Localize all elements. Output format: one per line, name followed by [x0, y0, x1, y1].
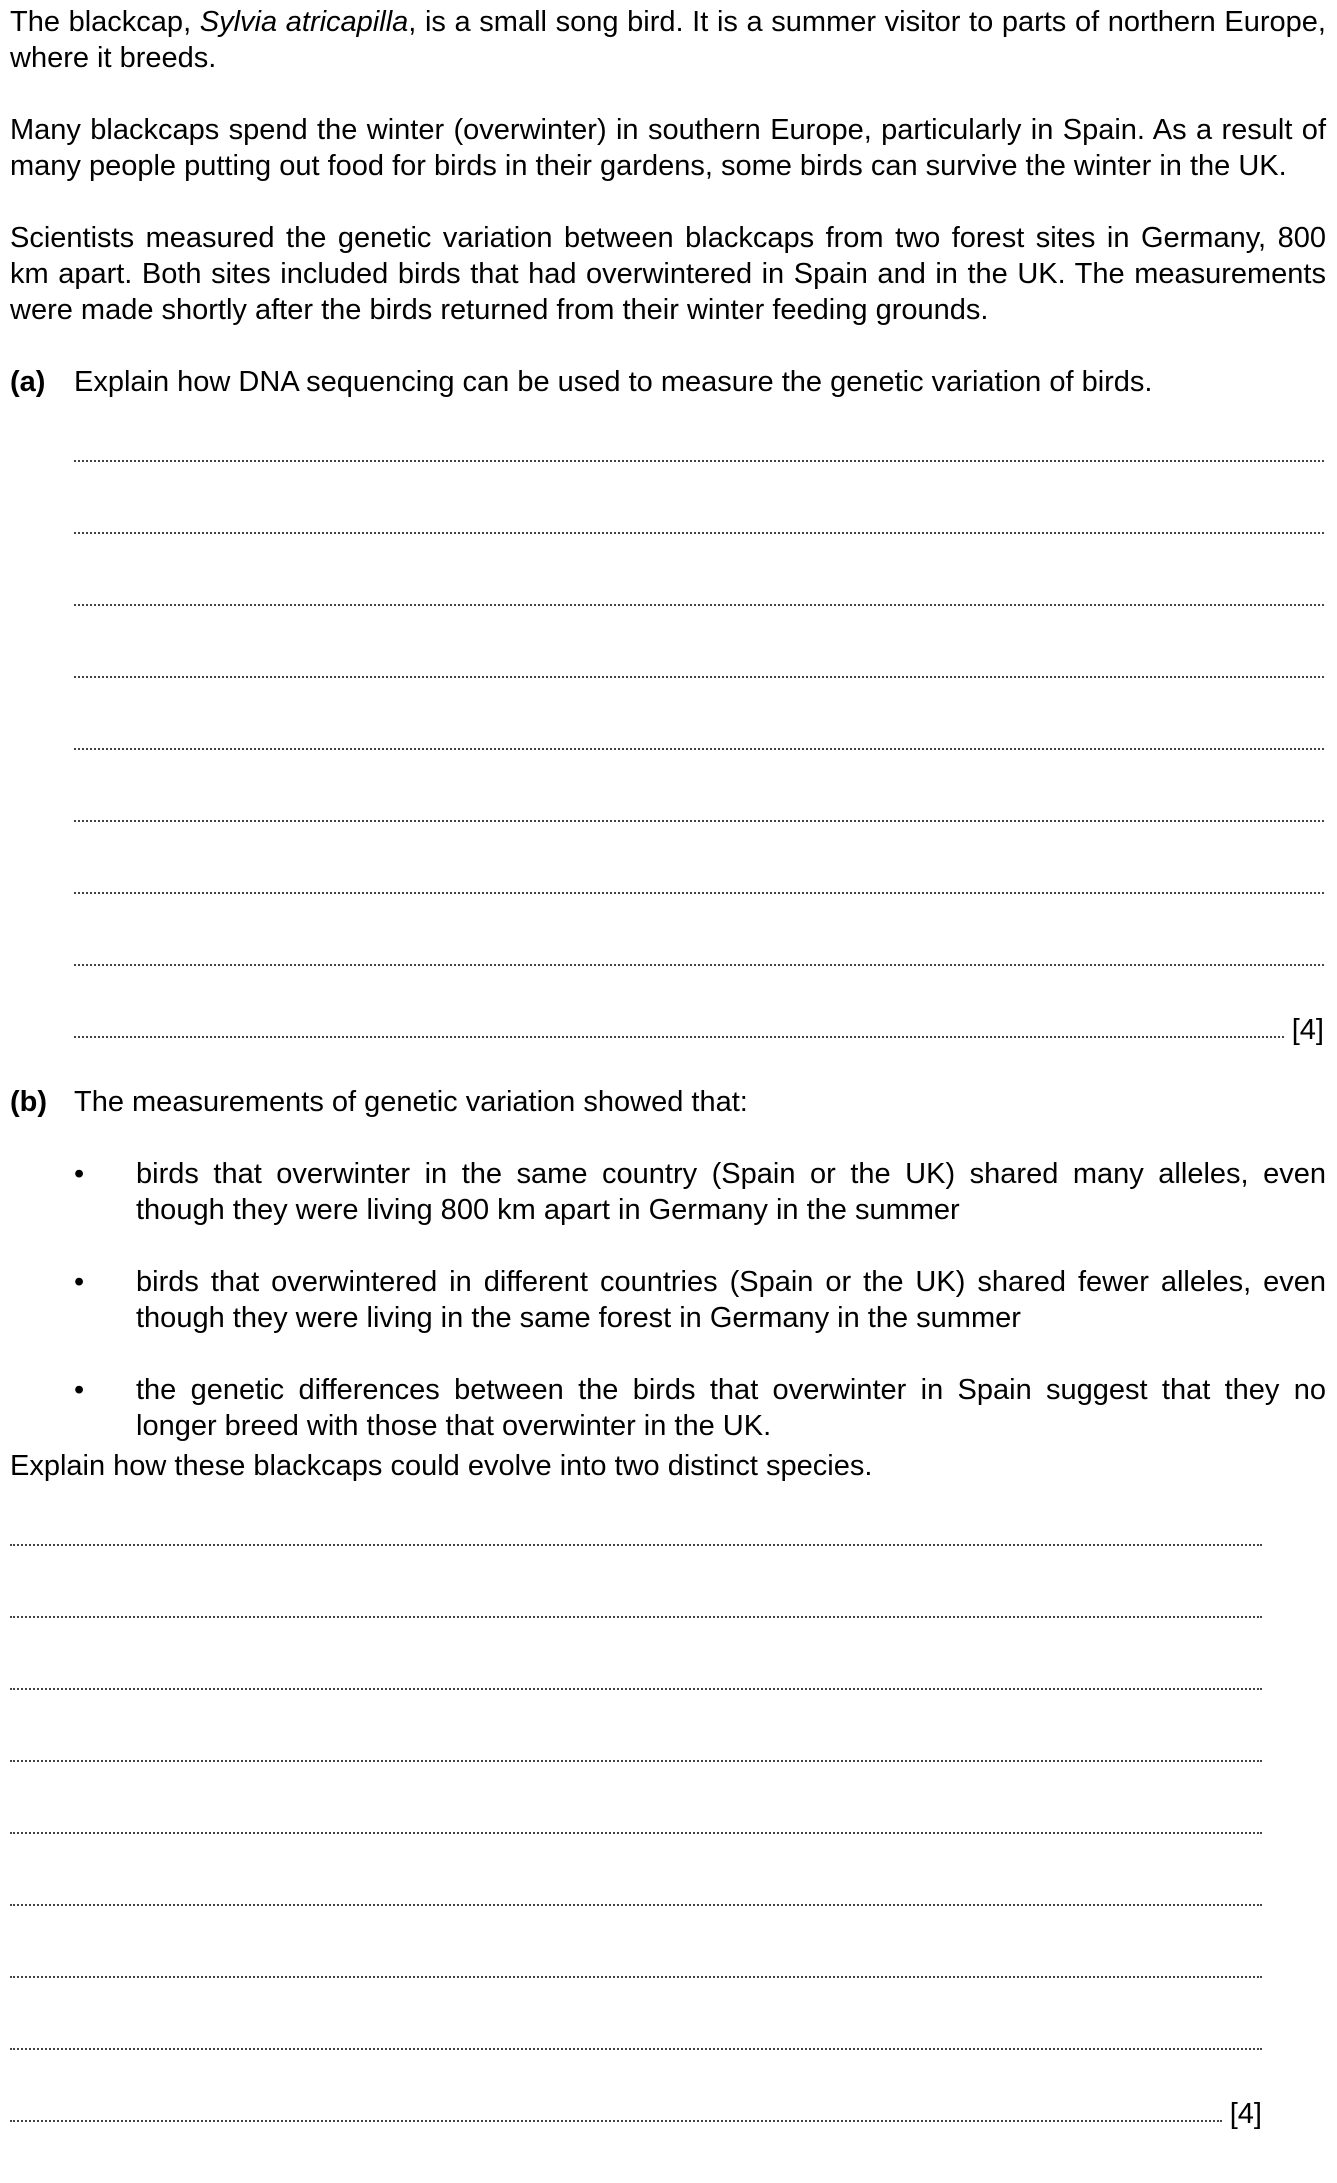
answer-area-b[interactable] [10, 1484, 1262, 2132]
question-a-text: Explain how DNA sequencing can be used to measure the genetic variation of birds. [74, 366, 1153, 398]
answer-area-a[interactable] [74, 400, 1324, 1048]
answer-line[interactable] [10, 1484, 1262, 1556]
list-item: • birds that overwintered in different countries (Spain or the UK) shared fewer alleles, even though they were living in the same forest in Germany in the summer [74, 1266, 1326, 1334]
bullet-icon: • [74, 1266, 85, 1298]
species-name: Sylvia atricapilla [199, 6, 409, 38]
answer-line[interactable] [10, 2060, 1262, 2132]
answer-line[interactable] [74, 616, 1324, 688]
exam-page [10, 4, 1326, 2132]
answer-line[interactable] [10, 1628, 1262, 1700]
answer-line[interactable] [10, 1988, 1262, 2060]
answer-line[interactable] [10, 1772, 1262, 1844]
question-b-prompt: Explain how these blackcaps could evolve into two distinct species. [10, 1450, 873, 1482]
answer-line[interactable] [10, 1556, 1262, 1628]
question-b-label: (b) [10, 1086, 48, 1118]
answer-line[interactable] [74, 472, 1324, 544]
list-item: • birds that overwinter in the same country (Spain or the UK) shared many alleles, even though they were living 800 km apart in Germany in the summer [74, 1158, 1326, 1226]
list-item: • the genetic differences between the birds that overwinter in Spain suggest that they no longer breed with those that overwinter in the UK. [74, 1374, 1326, 1442]
answer-line[interactable] [74, 688, 1324, 760]
question-b-text: The measurements of genetic variation showed that: [74, 1086, 748, 1118]
answer-line[interactable] [10, 1916, 1262, 1988]
bullet-icon: • [74, 1374, 85, 1406]
question-a [10, 364, 1326, 400]
answer-line[interactable] [74, 832, 1324, 904]
marks-label-a: [4] [1291, 1014, 1324, 1046]
answer-line[interactable] [74, 904, 1324, 976]
intro-paragraph-2: Many blackcaps spend the winter (overwinter) in southern Europe, particularly in Spain. As a result of many people putting out food for birds in their gardens, some birds can survive the winter in the UK. [10, 114, 1326, 182]
intro-paragraph-3: Scientists measured the genetic variation between blackcaps from two forest sites in Germany, 800 km apart. Both sites included birds that had overwintered in Spain and in the UK. The measurements were made shortly after the birds returned from their winter feeding grounds. [10, 222, 1326, 326]
bullet-icon: • [74, 1158, 85, 1190]
findings-list [74, 1156, 1326, 1444]
answer-line[interactable] [10, 1844, 1262, 1916]
answer-line[interactable] [74, 760, 1324, 832]
answer-line[interactable] [74, 976, 1324, 1048]
intro-text: The blackcap, [10, 6, 200, 38]
answer-line[interactable] [74, 544, 1324, 616]
answer-line[interactable] [74, 400, 1324, 472]
marks-label-b: [4] [1229, 2098, 1262, 2130]
intro-text: , is a small song bird. It is a summer visitor to parts of northern Europe, where it breeds. [10, 6, 1326, 74]
question-a-label: (a) [10, 366, 46, 398]
answer-line[interactable] [10, 1700, 1262, 1772]
intro-paragraph-1 [10, 4, 1326, 76]
question-b [10, 1084, 1326, 1120]
